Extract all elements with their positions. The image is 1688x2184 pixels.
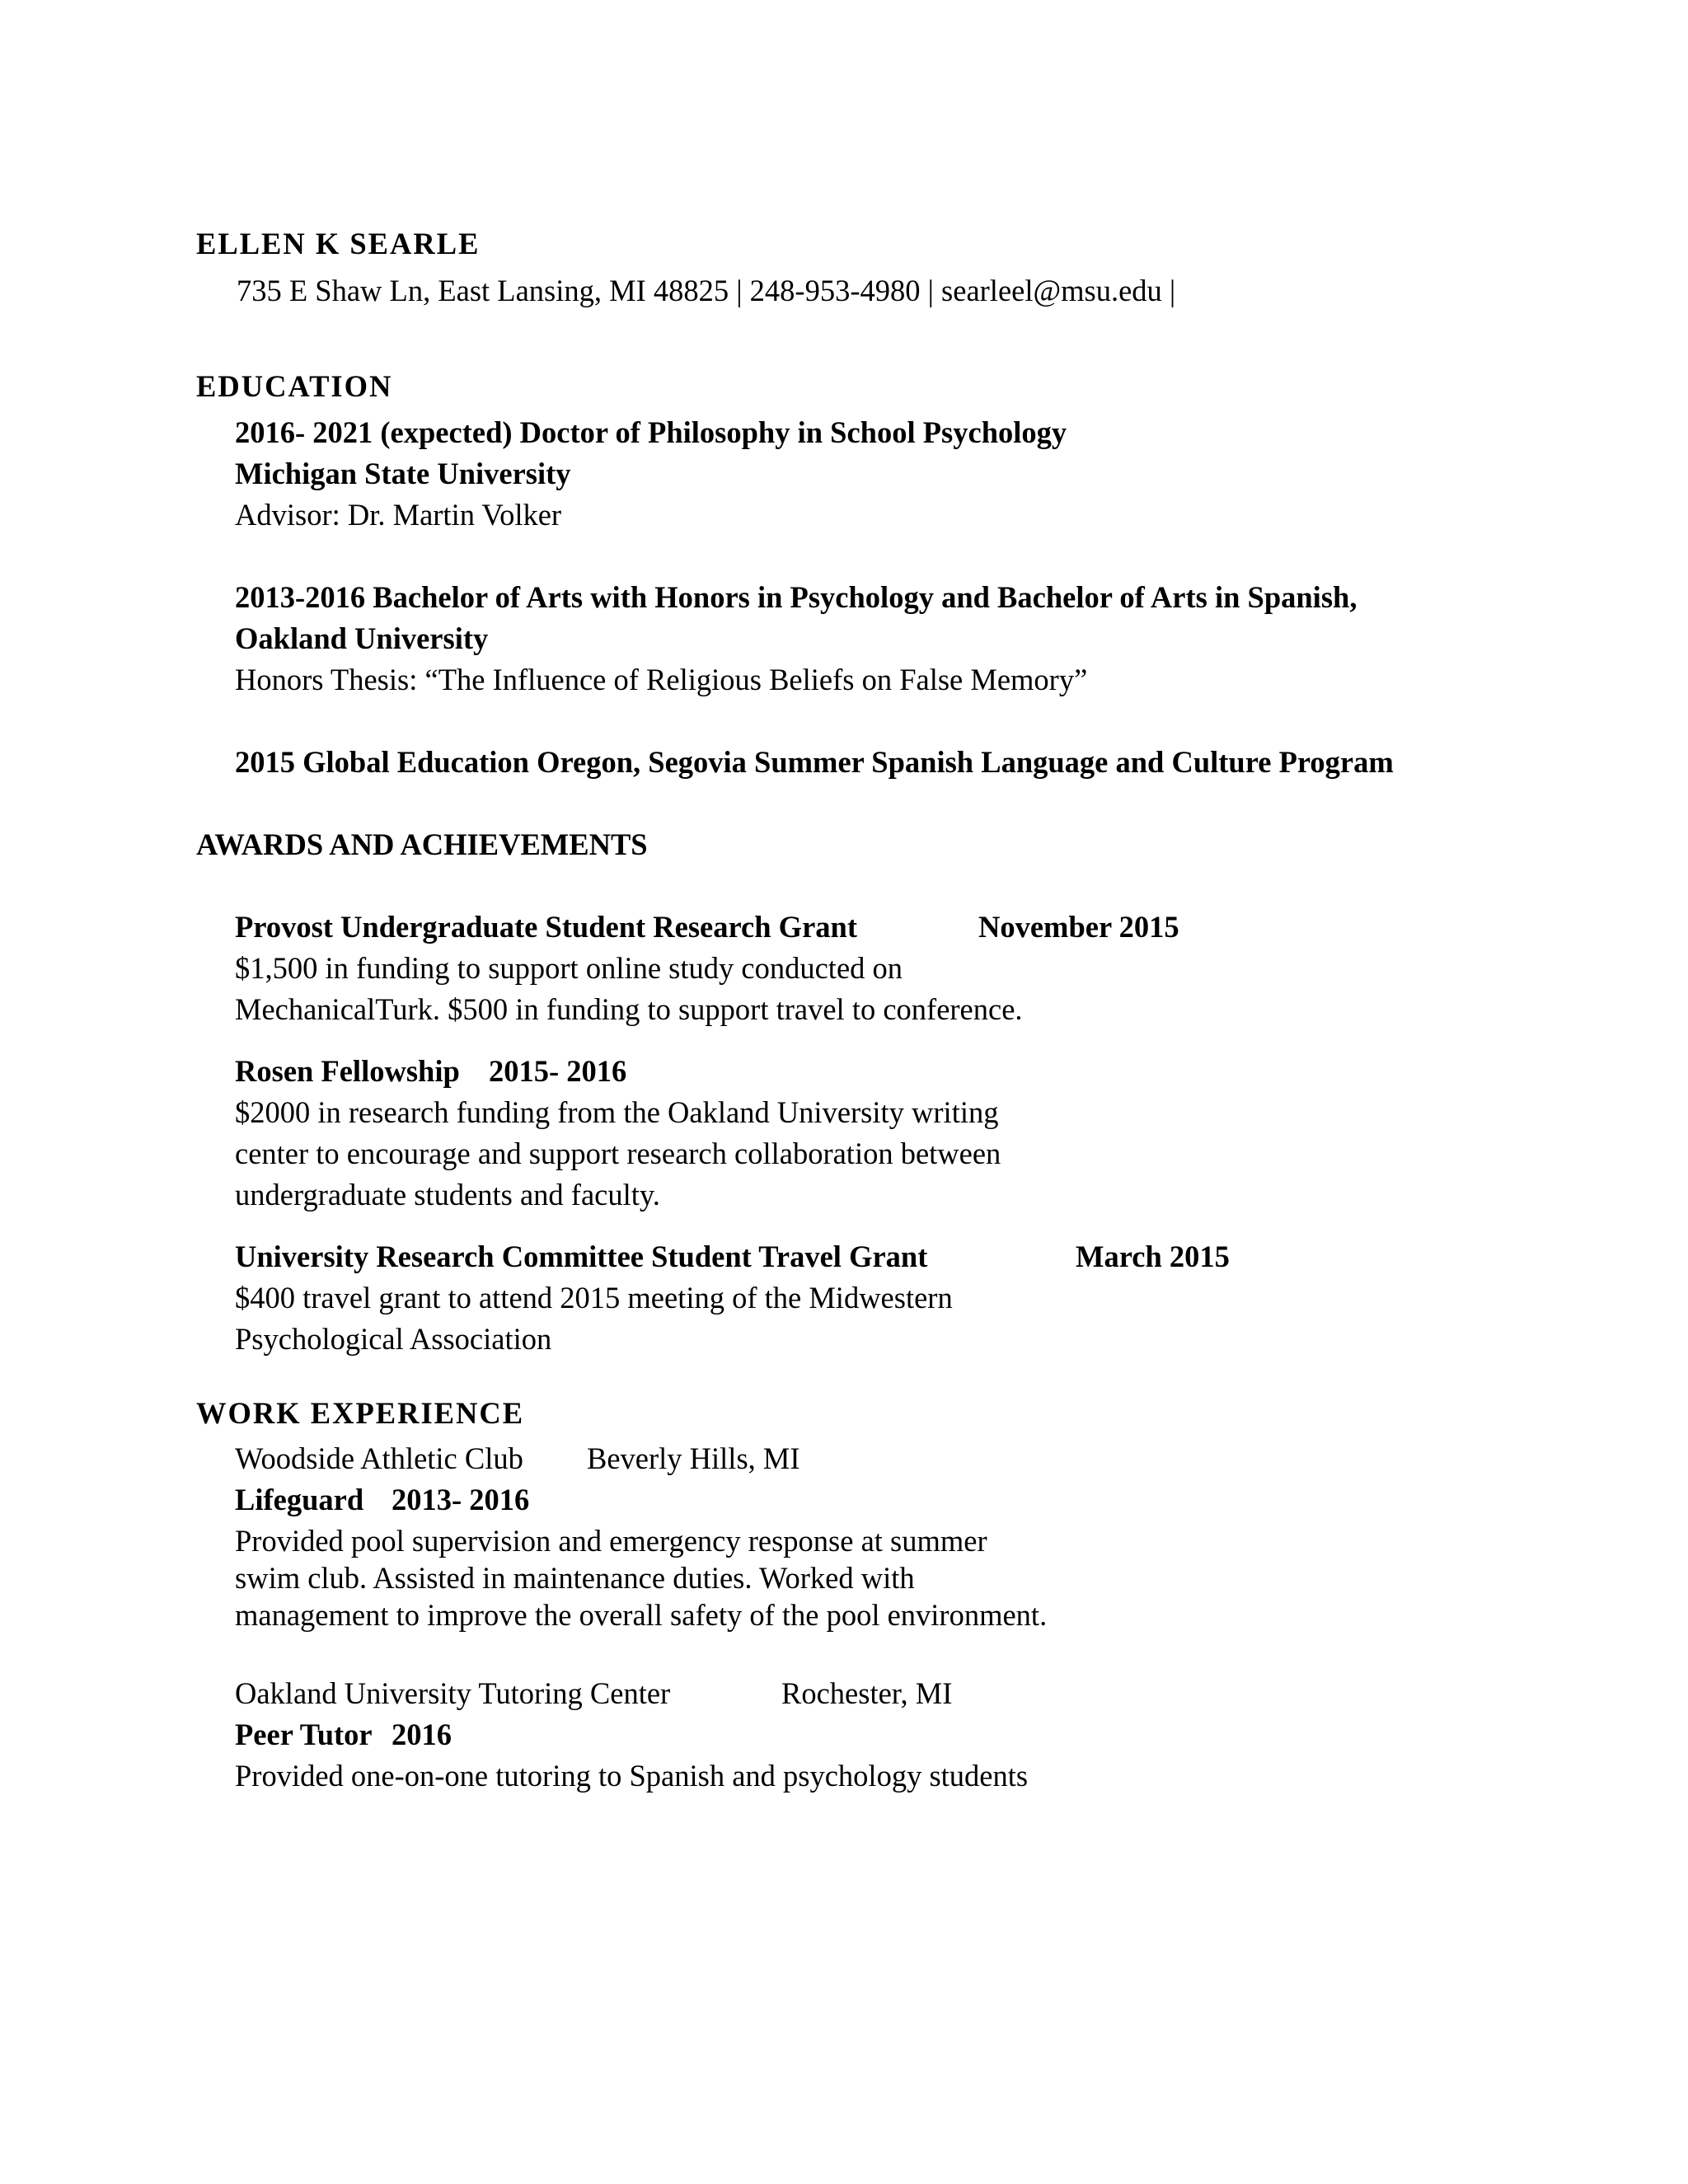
tutoring-location: Rochester, MI [781, 1676, 953, 1710]
ba-title: 2013-2016 Bachelor of Arts with Honors in Psychology and Bachelor of Arts in Spanish, [235, 580, 1357, 614]
travel-grant-date: March 2015 [1076, 1240, 1230, 1273]
travel-grant-desc-2: Psychological Association [235, 1322, 552, 1356]
woodside-role: Lifeguard [235, 1483, 364, 1516]
woodside-location: Beverly Hills, MI [587, 1441, 800, 1475]
ba-school: Oakland University [235, 621, 489, 655]
tutoring-dates: 2016 [392, 1718, 452, 1751]
education-heading: EDUCATION [196, 369, 393, 403]
provost-grant-desc-1: $1,500 in funding to support online study conducted on [235, 951, 903, 985]
woodside-desc-2: swim club. Assisted in maintenance duties. Worked with [235, 1561, 915, 1595]
tutoring-role: Peer Tutor [235, 1718, 373, 1751]
woodside-desc-3: management to improve the overall safety of the pool environment. [235, 1598, 1048, 1632]
phd-school: Michigan State University [235, 457, 571, 490]
phd-title: 2016- 2021 (expected) Doctor of Philosophy in School Psychology [235, 415, 1067, 449]
travel-grant-desc-1: $400 travel grant to attend 2015 meeting of the Midwestern [235, 1281, 953, 1315]
woodside-dates: 2013- 2016 [392, 1483, 530, 1516]
travel-grant-title: University Research Committee Student Travel Grant [235, 1240, 928, 1273]
provost-grant-desc-2: MechanicalTurk. $500 in funding to support travel to conference. [235, 992, 1023, 1026]
contact-line: 735 E Shaw Ln, East Lansing, MI 48825 | 248-953-4980 | searleel@msu.edu | [237, 274, 1176, 307]
rosen-fellowship-title: Rosen Fellowship [235, 1054, 460, 1088]
work-heading: WORK EXPERIENCE [196, 1396, 525, 1430]
provost-grant-title: Provost Undergraduate Student Research Grant [235, 910, 857, 944]
woodside-employer: Woodside Athletic Club [235, 1441, 523, 1475]
ba-thesis: Honors Thesis: “The Influence of Religious Beliefs on False Memory” [235, 663, 1088, 696]
awards-heading: AWARDS AND ACHIEVEMENTS [196, 827, 648, 861]
provost-grant-date: November 2015 [978, 910, 1179, 944]
phd-advisor: Advisor: Dr. Martin Volker [235, 498, 562, 532]
woodside-desc-1: Provided pool supervision and emergency response at summer [235, 1524, 987, 1558]
rosen-fellowship-desc-3: undergraduate students and faculty. [235, 1178, 660, 1212]
rosen-fellowship-desc-1: $2000 in research funding from the Oakland University writing [235, 1095, 999, 1129]
summer-program-title: 2015 Global Education Oregon, Segovia Summer Spanish Language and Culture Program [235, 745, 1394, 779]
rosen-fellowship-desc-2: center to encourage and support research collaboration between [235, 1137, 1001, 1170]
candidate-name: ELLEN K SEARLE [196, 227, 481, 260]
tutoring-employer: Oakland University Tutoring Center [235, 1676, 671, 1710]
tutoring-desc-1: Provided one-on-one tutoring to Spanish and psychology students [235, 1759, 1029, 1793]
rosen-fellowship-date: 2015- 2016 [489, 1054, 627, 1088]
